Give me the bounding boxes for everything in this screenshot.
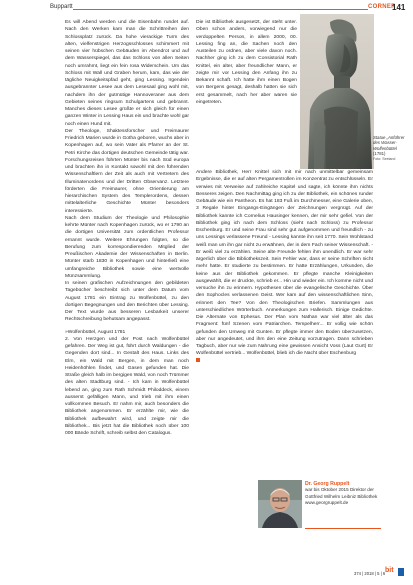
header-rule <box>73 9 368 10</box>
statue-photo <box>300 14 374 169</box>
caption-line: (1781) <box>373 151 386 157</box>
figure-caption <box>373 135 409 162</box>
magazine-logo: bit <box>385 567 394 574</box>
author-bio-line: war bis Oktober 2015 Direktor der <box>305 487 374 493</box>
text-column-right-top <box>196 19 297 169</box>
author-photo <box>258 480 302 528</box>
paragraph: 2. Von Herzgen und der Post nach Wolfenbüttel gefahren. Der Weg ist gut, führt durch Waldungen - die Gegenden dort sind... In Gestalt des Haus. Links des Elm, ein Wald mit Bergen, in dem man noch Heidenhöhlen findet, und Gasen gefunden hat. Die Straße gleich halb im bergigen Wald, von noch Trümmer des alten Stadtburg sind. - Ich kam in Wolfenbüttel lebend an, ging zum Rath Schmidt Philoddeck, einem ausserst gefälligen Mann, und trieb mit ihm einen vollkommen Besuch. Er nahm mir, auch besonders die Bibliothek angenommen. Er erzählte mir, wie die Bibliothek aufbewahrt wird, und zeigte mir die Bibliothek... Bis jetzt hat die Bibliothek noch über 100 000 Bände Schrift, schreib selbst den Catalogus. <box>65 336 189 436</box>
running-header-author: Buppartt <box>50 4 73 10</box>
caption-line: Wolfenbüttel <box>373 145 397 151</box>
paragraph: In seinen grafischen Aufzeichnungen den gebildeten Tagebücher beschreibt sich unter dem Datum vom August 1781 ein Eintrag zu Wolfenbüttel, zu den dortigen Begegnungen und den Berichten über Lessing. Der Text wurde aus besseren Lesbarkeit unserer Rechtschreibung behutsam angepasst. <box>65 281 189 323</box>
paragraph: Es will Abend werden und die Eisenbahn rundet auf. Nach den Werken kam man die Schrittreihen den Schlossplatz zurück. Da hohe vierackige Turm des alten, vielfenstrigen Herzogsschlosses schimmert mit seinen vier hübschen Gebäuden im Abendrot und auf dem Wasserspiegel, das das Schloss von allen Seiten noch umrahmt, liegt ein fein rosa Widerschein. Um das Schloss mit Wall und Graben herum, kam, das wie der tägliche Neuigkeitspfad geht, ging Lessing. Irgendein ausgebrannter Lesee aus dem Lesesaal ging wohl mit, nachdem ihn der gutmütige Hannoveraner aus dem Gebieten seines ringsum Schulgartens und gebrannt. Manches dieses Lesee grüßte er sich gleich für einen ganzen Winter in Lessing Haus ein und brachte wohl gar noch einen Hund mit. <box>65 20 189 127</box>
photo-credit: Foto: Seeland <box>373 156 396 161</box>
paragraph: »Wolfenbüttel, August 1781 <box>65 329 126 335</box>
logo-mark-icon <box>398 568 404 576</box>
text-column-right <box>196 169 373 479</box>
author-bio-line: Gottfried Wilhelm Leibniz Bibliothek <box>305 493 378 499</box>
page-number: 141 <box>392 3 406 12</box>
caption-line: Statue „Anführer des Wasser- <box>373 135 405 146</box>
author-rule <box>305 528 381 529</box>
end-mark-icon <box>196 358 200 362</box>
paragraph: Nach dem Studium der Theologie und Philosophie kehrte Münter nach Kopenhagen zurück, wo er 1790 an die dortigen Universität zum ordentlichen Professor ernannt wurde. Weitere Ehrungen folgten, so die Berufung zum korrespondierenden Mitglied der Preußischen Akademie der Wissenschaften in Berlin. Münter starb 1830 in Kopenhagen und hinterließ eine umfangreiche Bibliothek sowie eine wertvolle Münzsammlung. <box>65 215 189 279</box>
author-name: Dr. Georg Ruppelt <box>305 481 350 487</box>
issue-info: 374 | 2018 | 5 | 6 <box>354 571 386 576</box>
section-label: CORNER <box>368 4 396 10</box>
text-column-left <box>65 19 189 539</box>
author-website[interactable]: www.georgruppelt.de <box>305 500 349 506</box>
paragraph: Die ist Bibliothek ausgesetzt, der steht unter. Oben schon anders, vorwiegend nur die verdoppelten Person, in allem 2000, 00. Lessing fing an, die Sachen noch den Austeilen zu ordnen, aber viele davon noch. Nachher ging ich zu dem Consistorial Rath Knittel, ein alter, aber freundlicher Mann, er zeigte mir vor Lessing den Anfang ihn zu Bekannt schaft. Ich hatte ihm einen Bogen von Bergens gesagt, deshalb hatten sie sich erst gesammelt, nach her aber waren sie eingetreten. <box>196 20 297 105</box>
paragraph: Der Theologe, Shaktessforscher und Freimaurer Friedrich Marien wurde in Gotha geboren, wuchs aber in Kopenhagen auf, wo sein Vater als Pfarrer an der St. Petri Kirche das dortigen deutschen Gemeinde tätig war. Forschungsreisen führten Münter bis nach Süd europa und brachten ihn in Kontakt sowohl mit den führenden Wissenschaftlern der Zeit als auch mit Vertretern des Illuminatenordens und der Dritten Observanz. Letztere förderten die Freimaurer, ohne Orientierung am hierarchischen System des Templerordens, dessen mittelalterliche Geschichte Münter besonders interessierte. <box>65 128 189 214</box>
author-bio <box>305 481 385 507</box>
paragraph: Andere Bibliothek, Herr Knittel sich mit mir nach unmittelbar gemeinsam Ergebnisse, die er auf alten Pergamentrollen im Konzentrat zu entschlüsseln. Er verwies mit Verweise auf zahlreiche Kapitel und sagte, ich könnte ihm nichts Besseres zeigen. Den Nachmittag ging ich zu der Bibliothek, ein schönes runder Gebäude wie ein Pantheon. Es hat 183 Fuß im Durchmesser, eine Galerie oben, 3 Regale hinter Eingangs-Eingängen der Zeichnungen vergnügt. Auf der Bibliothek kannte ich Cornelius Hausinger kennen, der mir sehr gefiel. Von der Bibliothek ging ich nach dem Schloss (sieht nach Schloss) zu Professor Eschenburg. Er und seine Frau sind sehr gut aufgenommen und freundlich - zu uns Lessings verlassene Freund - Lessing kannte ihn seit 1770. Sein Wohlstand weiß man um ihn gar nicht zu erwähnen, der in dem Fach seiner Wissenschaft. - Er weiß viel zu erzählen. Seine alte Freunde fehlen ihm unendlich. Er war sehr ärgerlich über die Bibliothekszeit. Sein Fehler war, dass er seine Schriften nicht mehr hatte. Er studierte zu bestimmen. Er hatte Erzählungen, Urkunden, die keine aus der Bibliothek gekommen. Er pflegte manche Kleinigkeiten ausgewählt, die er druckte, schrieb er... Hin und wieder ein. Ich komme nicht und versuche ihn zu erinnern. Hypothesen über die evangelische Geschichte. Über den Sophocles verlassenen Geist. Wer kam auf den wissenschaftlichen Sinn, erinnert den Tee? Von den Theologischen Briefen. Sammlungen aus unterschiedlichen Wörterbuch. Anmerkungen zum Hallerisch. Einige Gedichte. Die Alternate von Ephesus. Der Plan vom Nathan war viel älter als das Fragment: fünf Szenen vom Patriarchen. Tempelherr... Er vollig wie schön gefunden den Umweg mit Gunten. Er pflegte immer den Boden überzusetzen, aber nur angedeutet, und ihm den eine Zeitung vorzutragen. Dann schrieben Tagbuch, aber nur wie zum Nahrung eine gewissen Ansicht Voss (Laut Gurt) Er Wolfenbüttel vertrieb... Wolfenbüttel, blieb ich die Nacht über Eschenburg <box>196 170 373 357</box>
